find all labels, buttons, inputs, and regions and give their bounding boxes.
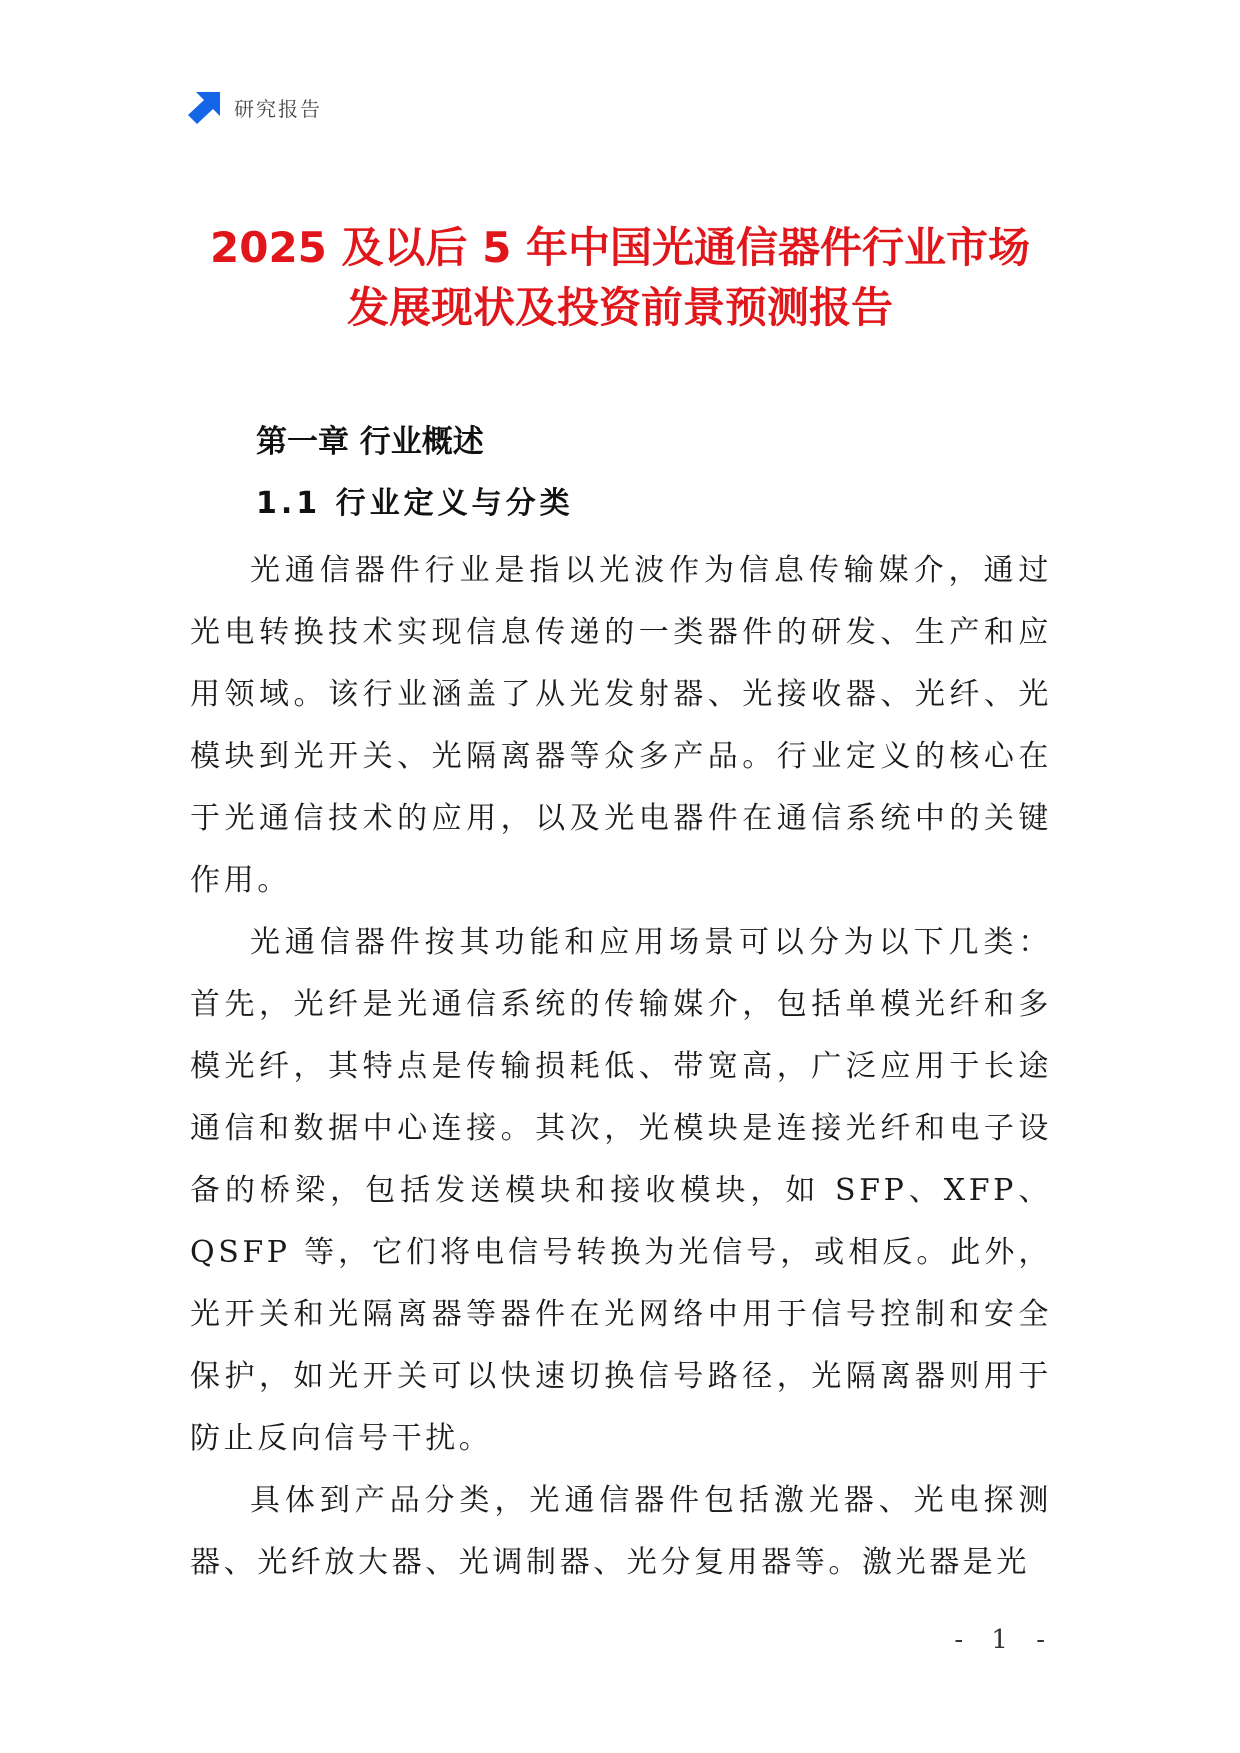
chapter-heading: 第一章 行业概述 [256, 424, 484, 460]
paragraph-products: 具体到产品分类，光通信器件包括激光器、光电探测器、光纤放大器、光调制器、光分复用器等。激光器是光 [190, 1483, 1052, 1580]
paragraph-classification: 光通信器件按其功能和应用场景可以分为以下几类：首先，光纤是光通信系统的传输媒介，包括单模光纤和多模光纤，其特点是传输损耗低、带宽高，广泛应用于长途通信和数据中心连接。其次，光模块是连接光纤和电子设备的桥梁，包括发送模块和接收模块，如 SFP、XFP、QSFP 等，它们将电信号转换为光信号，或相反。此外，光开关和光隔离器等器件在光网络中用于信号控制和安全保护，如光开关可以快速切换信号路径，光隔离器则用于防止反向信号干扰。 [190, 925, 1052, 1456]
report-header [188, 90, 322, 124]
page-number: - 1 - [954, 1625, 1055, 1655]
arrow-up-right-icon [188, 90, 222, 124]
title-line-2: 发展现状及投资前景预测报告 [346, 283, 893, 332]
paragraph-definition: 光通信器件行业是指以光波作为信息传输媒介，通过光电转换技术实现信息传递的一类器件的研发、生产和应用领域。该行业涵盖了从光发射器、光接收器、光纤、光模块到光开关、光隔离器等众多产品。行业定义的核心在于光通信技术的应用，以及光电器件在通信系统中的关键作用。 [190, 553, 1052, 898]
section-heading: 1.1 行业定义与分类 [256, 486, 574, 521]
page-title [160, 218, 1080, 338]
body-text [190, 540, 1052, 1594]
title-line-1: 2025 及以后 5 年中国光通信器件行业市场 [210, 223, 1030, 272]
header-label: 研究报告 [234, 96, 322, 121]
